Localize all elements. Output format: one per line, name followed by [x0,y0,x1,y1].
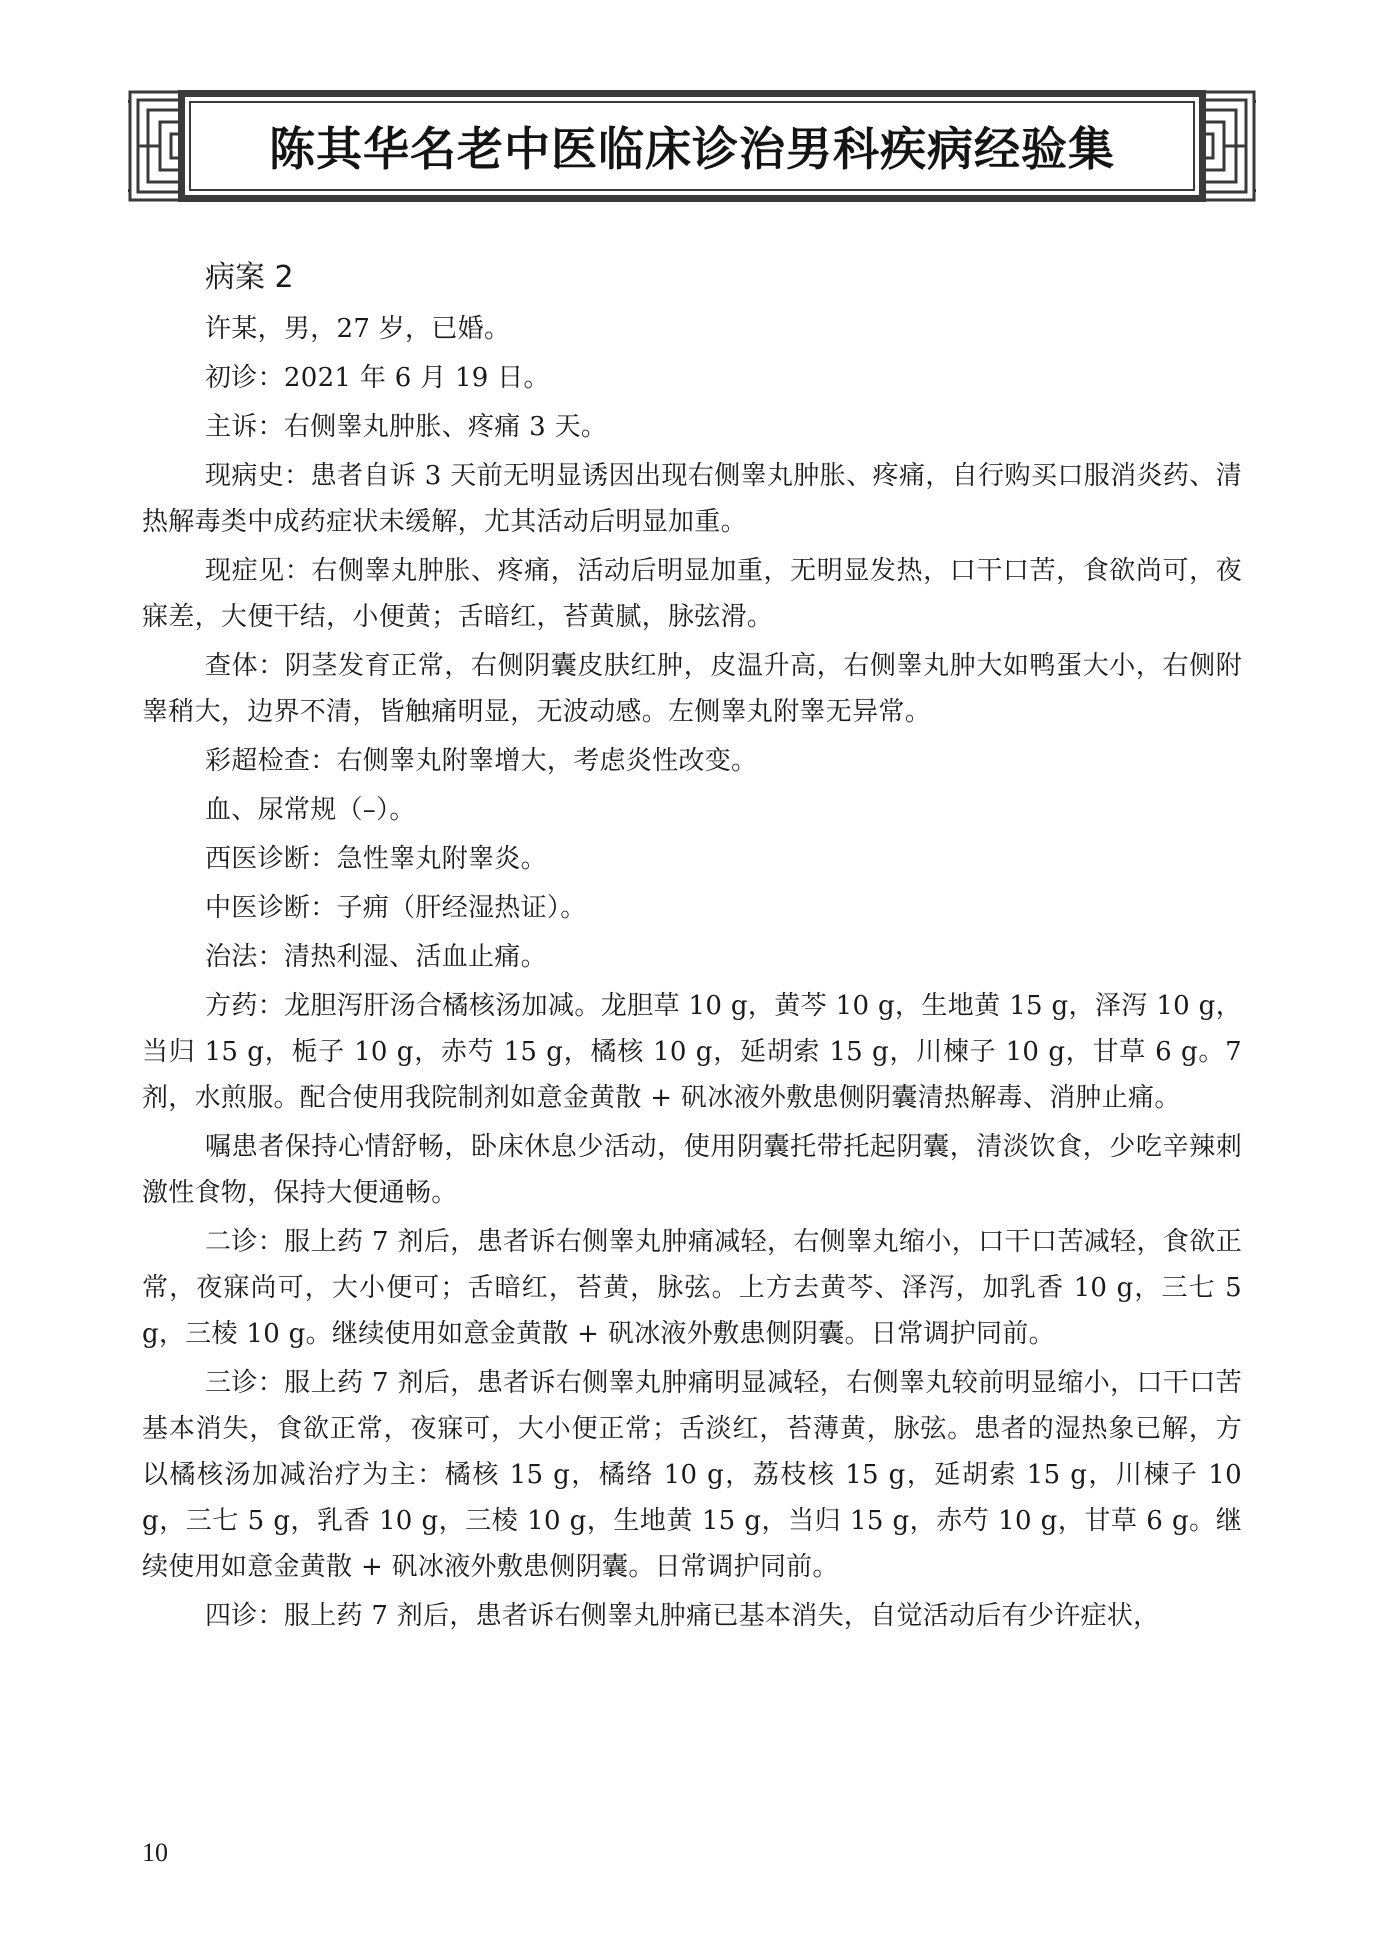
western-diagnosis: 西医诊断：急性睾丸附睾炎。 [205,844,547,874]
blood-urine-routine: 血、尿常规（–）。 [205,795,416,825]
patient-info: 许某，男，27 岁，已婚。 [205,314,511,344]
second-visit: 二诊：服上药 7 剂后，患者诉右侧睾丸肿痛减轻，右侧睾丸缩小，口干口苦减轻，食欲正常，夜寐尚可，大小便可；舌暗红，苔黄，脉弦。上方去黄芩、泽泻，加乳香 10 g，三七 5 g，三棱 10 g。继续使用如意金黄散 + 矾冰液外敷患侧阴囊。日常调护同前。 [142,1227,1242,1349]
tcm-diagnosis: 中医诊断：子痈（肝经湿热证）。 [205,893,587,923]
physical-exam: 查体：阴茎发育正常，右侧阴囊皮肤红肿，皮温升高，右侧睾丸肿大如鸭蛋大小，右侧附睾稍大，边界不清，皆触痛明显，无波动感。左侧睾丸附睾无异常。 [142,651,1242,727]
care-instructions: 嘱患者保持心情舒畅，卧床休息少活动，使用阴囊托带托起阴囊，清淡饮食，少吃辛辣刺激性食物，保持大便通畅。 [142,1132,1242,1208]
prescription: 方药：龙胆泻肝汤合橘核汤加减。龙胆草 10 g，黄芩 10 g，生地黄 15 g，泽泻 10 g，当归 15 g，栀子 10 g，赤芍 15 g，橘核 10 g，延胡索 15 g，川楝子 10 g，甘草 6 g。7 剂，水煎服。配合使用我院制剂如意金黄散 + 矾冰液外敷患侧阴囊清热解毒、消肿止痛。 [142,991,1242,1113]
ultrasound-exam: 彩超检查：右侧睾丸附睾增大，考虑炎性改变。 [205,746,758,776]
book-title: 陈其华名老中医临床诊治男科疾病经验集 [269,122,1115,176]
present-illness: 现病史：患者自诉 3 天前无明显诱因出现右侧睾丸肿胀、疼痛，自行购买口服消炎药、清热解毒类中成药症状未缓解，尤其活动后明显加重。 [142,461,1242,537]
treatment-method: 治法：清热利湿、活血止痛。 [205,942,547,972]
fourth-visit: 四诊：服上药 7 剂后，患者诉右侧睾丸肿痛已基本消失，自觉活动后有少许症状， [205,1601,1160,1631]
third-visit: 三诊：服上药 7 剂后，患者诉右侧睾丸肿痛明显减轻，右侧睾丸较前明显缩小，口干口苦基本消失，食欲正常，夜寐可，大小便正常；舌淡红，苔薄黄，脉弦。患者的湿热象已解，方以橘核汤加减治疗为主：橘核 15 g，橘络 10 g，荔枝核 15 g，延胡索 15 g，川楝子 10 g，三七 5 g，乳香 10 g，三棱 10 g，生地黄 15 g，当归 15 g，赤芍 10 g，甘草 6 g。继续使用如意金黄散 + 矾冰液外敷患侧阴囊。日常调护同前。 [142,1368,1242,1582]
page-number: 10 [142,1838,168,1867]
current-symptoms: 现症见：右侧睾丸肿胀、疼痛，活动后明显加重，无明显发热，口干口苦，食欲尚可，夜寐差，大便干结，小便黄；舌暗红，苔黄腻，脉弦滑。 [142,556,1242,632]
page-body [142,250,1242,1642]
title-frame [178,90,1206,202]
first-visit-date: 初诊：2021 年 6 月 19 日。 [205,363,550,393]
header-banner [128,90,1256,202]
case-title: 病案 2 [205,260,294,295]
chief-complaint: 主诉：右侧睾丸肿胀、疼痛 3 天。 [205,412,608,442]
